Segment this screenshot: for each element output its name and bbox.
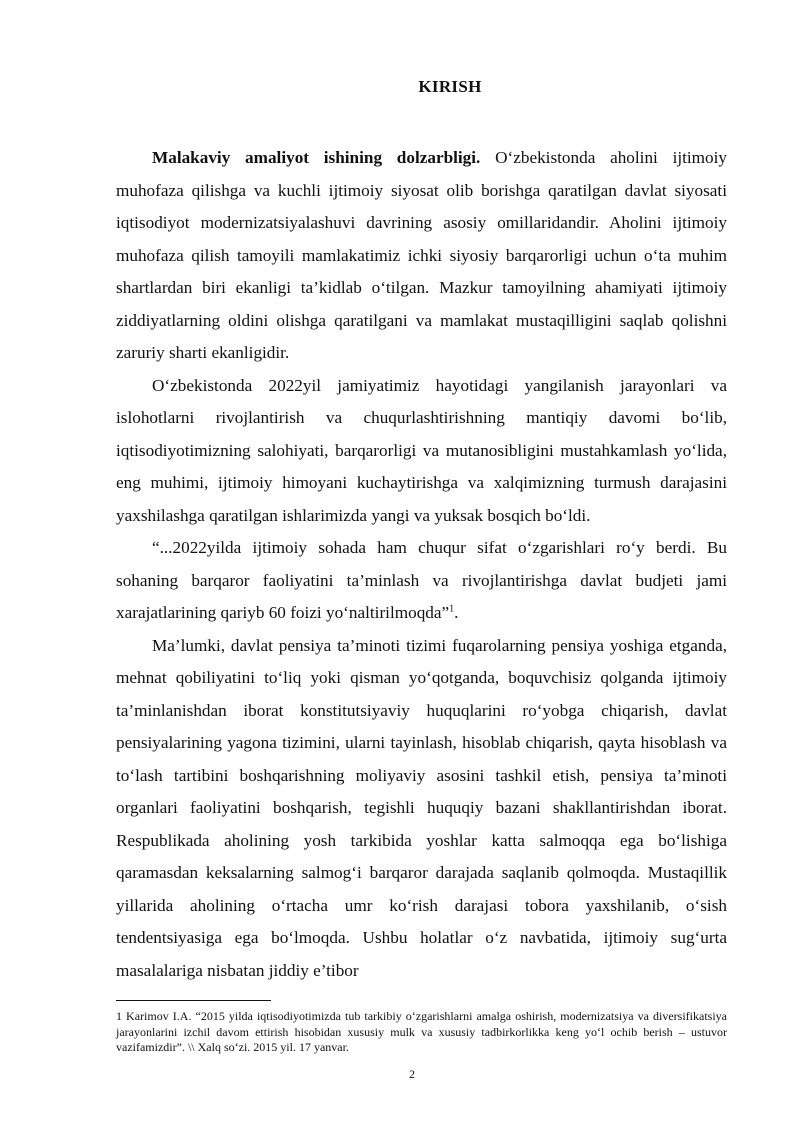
paragraph-1-text: O‘zbekistonda aholini ijtimoiy muhofaza qilishga va kuchli ijtimoiy siyosat olib borishga qaratilgan davlat siyosati iqtisodiyot modernizatsiyalashuvi davrining asosiy omillaridandir. Aholini ijtimoiy muhofaza qilish tamoyili mamlakatimiz ichki siyosiy barqarorligi uchun o‘ta muhim shartlardan biri ekanligi ta’kidlab o‘tilgan. Mazkur tamoyilning ahamiyati ijtimoiy ziddiyatlarning oldini olishga qaratilgani va mamlakat mustaqilligini saqlab qolishni zaruriy sharti ekanligidir. — [116, 148, 727, 362]
footnote-reference[interactable]: 1 — [449, 603, 455, 615]
paragraph-3-text: “...2022yilda ijtimoiy sohada ham chuqur sifat o‘zgarishlari ro‘y berdi. Bu sohaning barqaror faoliyatini ta’minlash va rivojlantirishga davlat budjeti jami xarajatlarining qariyb 60 foizi yo‘naltirilmoqda” — [116, 538, 727, 622]
body-text — [116, 142, 727, 987]
footnote: 1 Karimov I.A. “2015 yilda iqtisodiyotimizda tub tarkibiy o‘zgarishlarni amalga oshirish, modernizatsiya va diversifikatsiya jarayonlarini izchil davom ettirish hisobidan xususiy mulk va xususiy tadbirkorlikka keng yo‘l ochib berish – ustuvor vazifamizdir”. \\ Xalq so‘zi. 2015 yil. 17 yanvar. — [116, 1009, 727, 1055]
paragraph-4-text: Ma’lumki, davlat pensiya ta’minoti tizimi fuqarolarning pensiya yoshiga etganda, mehnat qobiliyatini to‘liq yoki qisman yo‘qotganda, boquvchisiz qolganda ijtimoiy ta’minlanishdan iborat konstitutsiyaviy huquqlarini ro‘yobga chiqarish, davlat pensiyalarining yagona tizimini, ularni tayinlash, hisoblab chiqarish, qayta hisoblash va to‘lash tartibini boshqarishning moliyaviy asosini tashkil etish, pensiya ta’minoti organlari faoliyatini boshqarish, tegishli huquqiy bazani shakllantirishdan iborat. Respublikada aholining yosh tarkibida yoshlar katta salmoqqa ega bo‘lishiga qaramasdan keksalarning salmog‘i barqaror darajada saqlanib qolmoqda. Mustaqillik yillarida aholining o‘rtacha umr ko‘rish darajasi tobora yaxshilanib, o‘sish tendentsiyasiga ega bo‘lmoqda. Ushbu holatlar o‘z navbatida, ijtimoiy sug‘urta masalalariga nisbatan jiddiy e’tibor — [116, 635, 727, 980]
paragraph-2-text: O‘zbekistonda 2022yil jamiyatimiz hayotidagi yangilanish jarayonlari va islohotlarni rivojlantirish va chuqurlashtirishning mantiqiy davomi bo‘lib, iqtisodiyotimizning salohiyati, barqarorligi va mutanosibligini mustahkamlash yo‘lida, eng muhimi, ijtimoiy himoyani kuchaytirishga va xalqimizning turmush darajasini yaxshilashga qaratilgan ishlarimizda yangi va yuksak bosqich bo‘ldi. — [116, 375, 727, 525]
paragraph-3 — [116, 532, 727, 630]
paragraph-2 — [116, 370, 727, 533]
footnote-divider — [116, 1000, 271, 1001]
paragraph-3-tail: . — [454, 603, 459, 622]
page-number: 2 — [409, 1067, 415, 1081]
paragraph-1-lead: Malakaviy amaliyot ishining dolzarbligi. — [152, 148, 481, 167]
paragraph-4 — [116, 630, 727, 988]
page-title: KIRISH — [418, 77, 482, 96]
paragraph-1 — [116, 142, 727, 370]
